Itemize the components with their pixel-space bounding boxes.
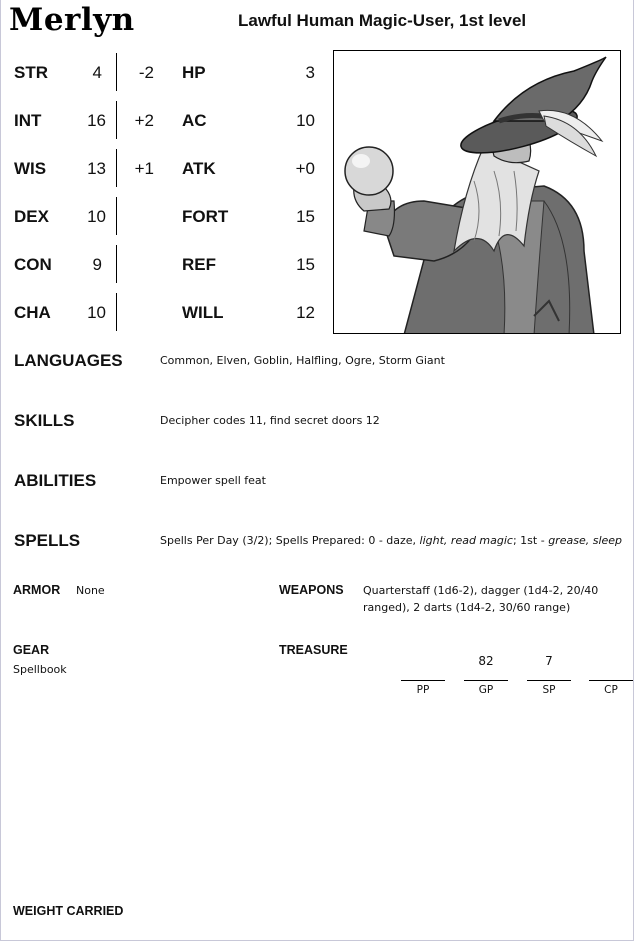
ability-label-str: STR bbox=[14, 63, 48, 82]
languages-heading: LANGUAGES bbox=[14, 351, 123, 370]
coin-label-sp: SP bbox=[542, 684, 556, 696]
coin-label-pp: PP bbox=[416, 684, 430, 696]
spells-text-first-level: grease, sleep bbox=[548, 534, 623, 547]
weapons-line-1: Quarterstaff (1d6-2), dagger (1d4-2, 20/40 bbox=[363, 584, 599, 597]
ability-score-cha: 10 bbox=[87, 303, 106, 322]
ability-label-con: CON bbox=[14, 255, 52, 274]
abilities-heading: ABILITIES bbox=[14, 471, 97, 490]
skills-heading: SKILLS bbox=[14, 411, 75, 430]
ability-score-str: 4 bbox=[92, 63, 102, 82]
skills-text: Decipher codes 11, find secret doors 12 bbox=[160, 414, 380, 427]
ability-label-wis: WIS bbox=[14, 159, 47, 178]
ability-score-dex: 10 bbox=[87, 207, 106, 226]
spells-text-prefix: Spells Per Day (3/2); Spells Prepared: 0 - daze, bbox=[160, 534, 420, 547]
combat-label-ref: REF bbox=[182, 255, 216, 274]
combat-label-hp: HP bbox=[182, 63, 206, 82]
spells-heading: SPELLS bbox=[14, 531, 81, 550]
weight-carried-label: WEIGHT CARRIED bbox=[13, 904, 124, 918]
spells-text-cantrips: light, read magic bbox=[419, 534, 513, 547]
coin-line-cp bbox=[589, 680, 633, 681]
armor-label: ARMOR bbox=[13, 583, 61, 597]
spells-text bbox=[160, 534, 622, 547]
gear-value: Spellbook bbox=[13, 663, 67, 676]
page-border-left bbox=[0, 0, 1, 941]
coin-label-gp: GP bbox=[478, 684, 494, 696]
combat-label-atk: ATK bbox=[182, 159, 216, 178]
ability-label-cha: CHA bbox=[14, 303, 51, 322]
coin-line-pp bbox=[401, 680, 445, 681]
character-name: Merlyn bbox=[9, 2, 135, 38]
coin-line-sp bbox=[527, 680, 571, 681]
combat-label-fort: FORT bbox=[182, 207, 229, 226]
wizard-portrait-icon bbox=[333, 50, 621, 334]
combat-label-will: WILL bbox=[182, 303, 224, 322]
weapons-line-2: ranged), 2 darts (1d4-2, 30/60 range) bbox=[363, 601, 571, 614]
gear-label: GEAR bbox=[13, 643, 50, 657]
ability-divider bbox=[116, 197, 117, 235]
ability-label-int: INT bbox=[14, 111, 42, 130]
treasure-label: TREASURE bbox=[279, 643, 348, 657]
ability-score-int: 16 bbox=[87, 111, 106, 130]
ability-divider bbox=[116, 53, 117, 91]
ability-mod-int: +2 bbox=[134, 111, 154, 130]
ability-mod-str: -2 bbox=[138, 63, 154, 82]
combat-label-ac: AC bbox=[182, 111, 207, 130]
ability-mod-wis: +1 bbox=[134, 159, 154, 178]
class-line: Lawful Human Magic-User, 1st level bbox=[238, 11, 527, 30]
languages-text: Common, Elven, Goblin, Halfling, Ogre, Storm Giant bbox=[160, 354, 445, 367]
coin-line-gp bbox=[464, 680, 508, 681]
spells-text-middle: ; 1st - bbox=[512, 534, 549, 547]
coin-label-cp: CP bbox=[604, 684, 618, 696]
abilities-text: Empower spell feat bbox=[160, 474, 266, 487]
ability-score-con: 9 bbox=[92, 255, 102, 274]
combat-value-atk: +0 bbox=[295, 159, 315, 178]
coin-value-sp: 7 bbox=[545, 654, 553, 668]
ability-divider bbox=[116, 101, 117, 139]
combat-value-will: 12 bbox=[296, 303, 315, 322]
combat-value-fort: 15 bbox=[296, 207, 315, 226]
ability-divider bbox=[116, 245, 117, 283]
combat-value-ac: 10 bbox=[296, 111, 315, 130]
ability-score-wis: 13 bbox=[87, 159, 106, 178]
ability-divider bbox=[116, 149, 117, 187]
armor-value: None bbox=[76, 584, 105, 597]
combat-value-ref: 15 bbox=[296, 255, 315, 274]
weapons-label: WEAPONS bbox=[279, 583, 344, 597]
ability-divider bbox=[116, 293, 117, 331]
ability-label-dex: DEX bbox=[14, 207, 49, 226]
coin-value-gp: 82 bbox=[478, 654, 494, 668]
combat-value-hp: 3 bbox=[305, 63, 315, 82]
